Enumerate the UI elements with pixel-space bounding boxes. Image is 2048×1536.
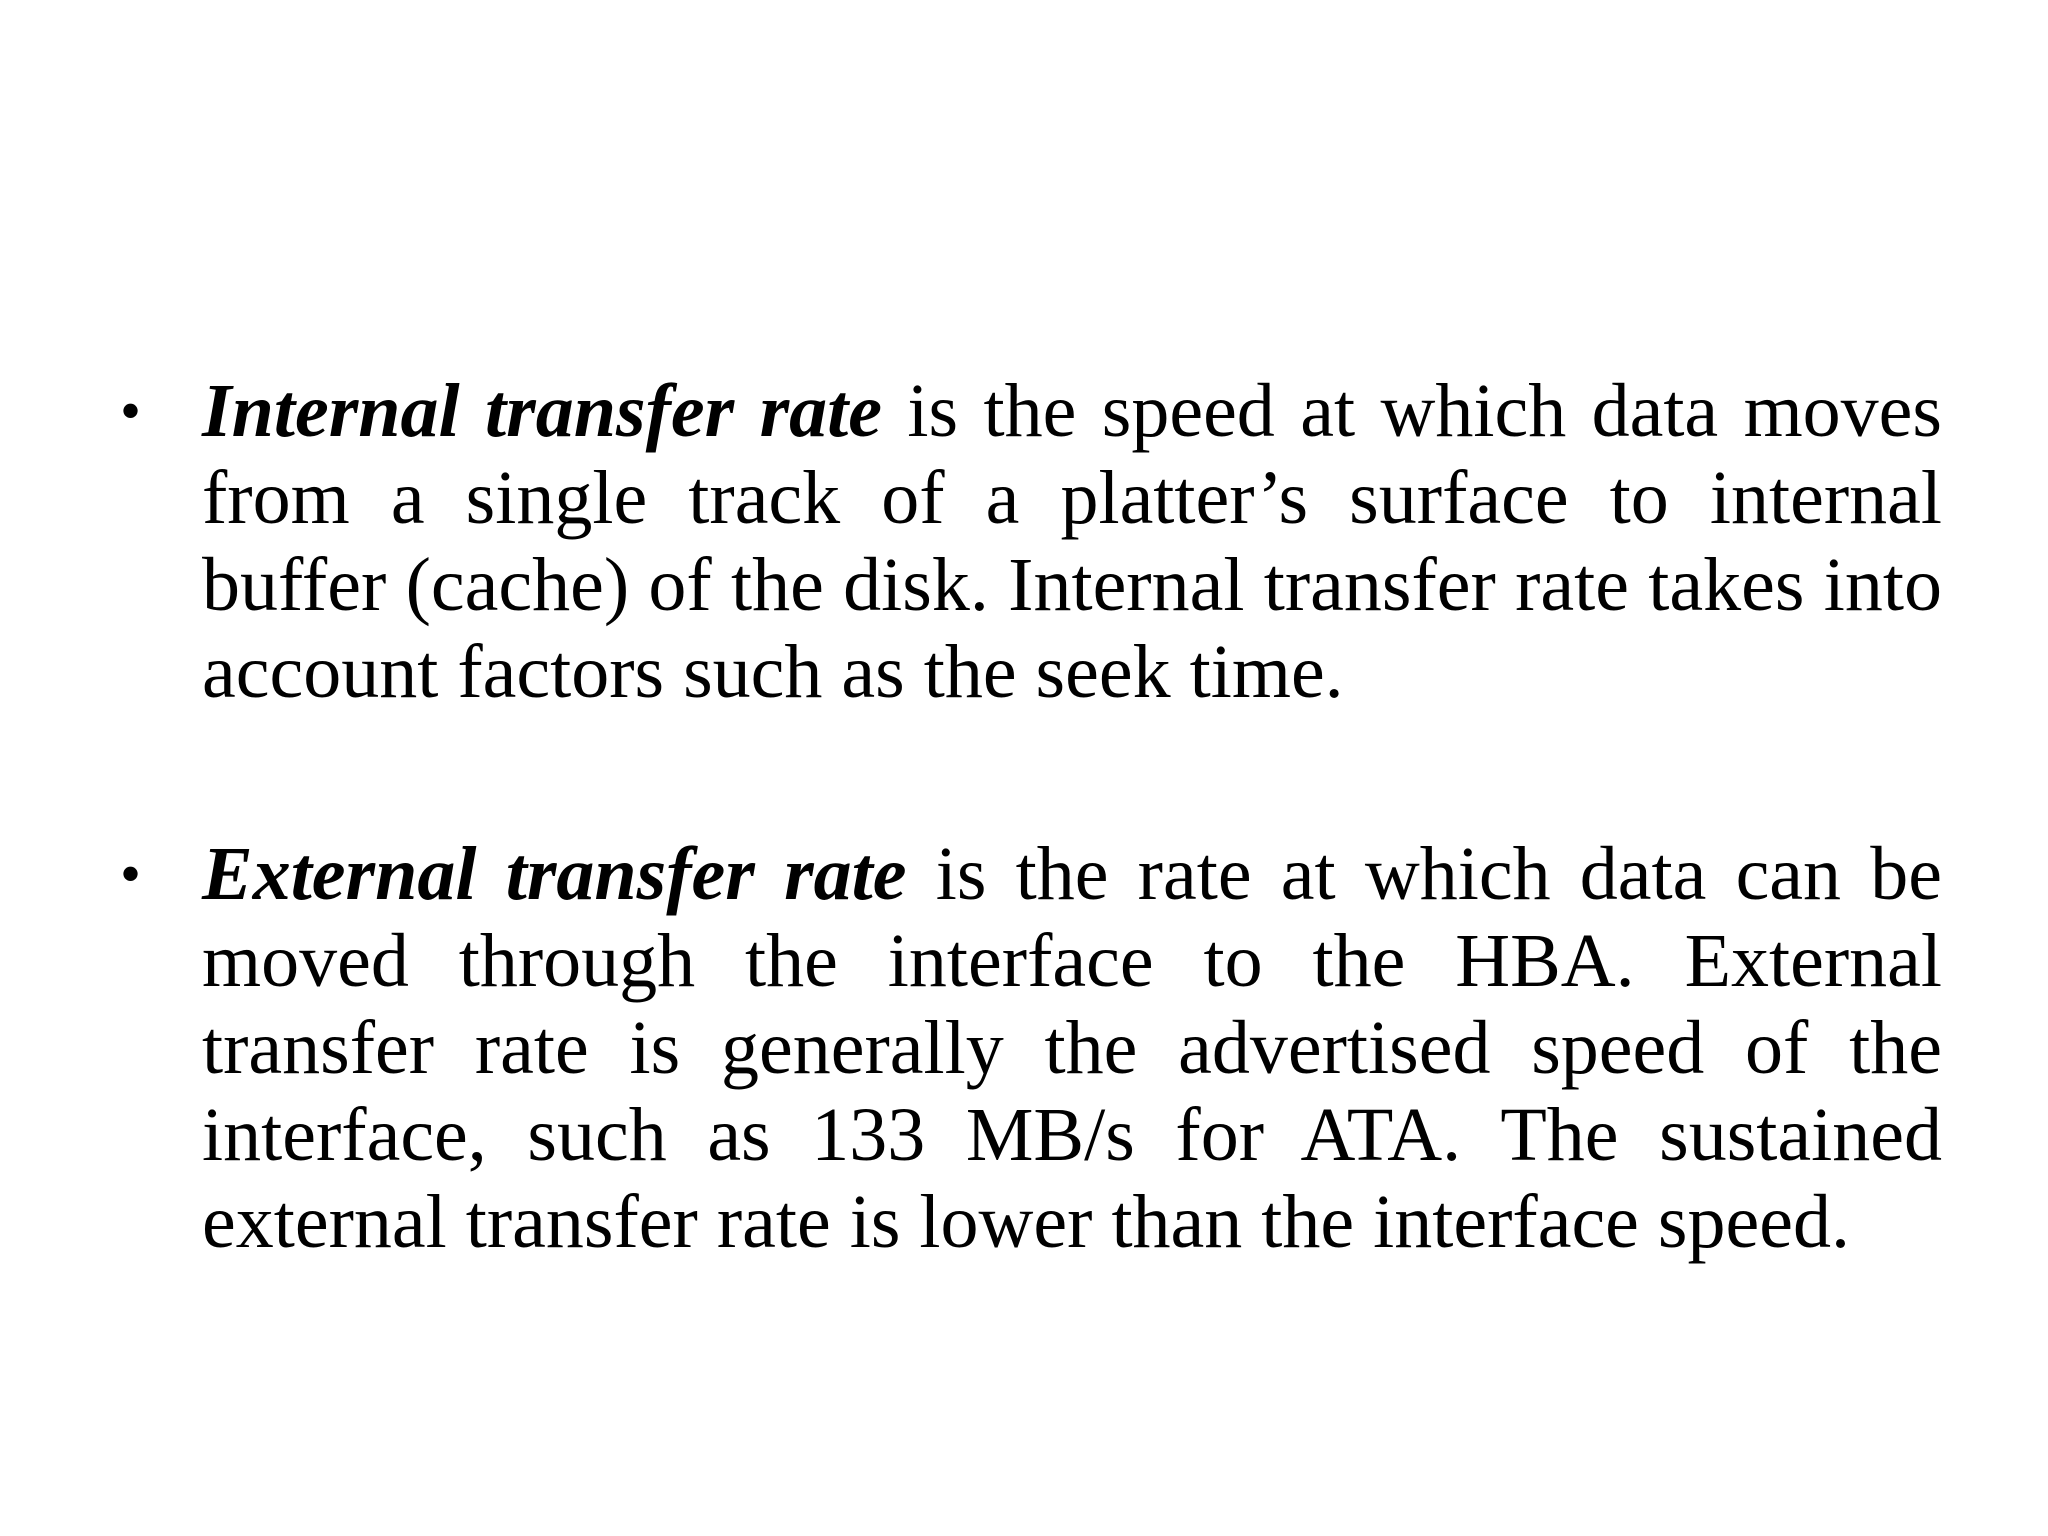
bullet-list xyxy=(120,368,1942,1266)
bullet-internal-transfer-rate xyxy=(120,368,1942,716)
bullet-external-transfer-rate xyxy=(120,831,1942,1266)
term-external-transfer-rate: External transfer rate xyxy=(202,832,907,916)
bullet-icon: • xyxy=(120,378,142,444)
definition-internal-transfer-rate: is the speed at which data moves from a single track of a platter’s surface to internal buffer (cache) of the disk. Internal transfer rate takes into account factors such as the seek time. xyxy=(202,369,1942,714)
bullet-icon: • xyxy=(120,841,142,907)
definition-external-transfer-rate: is the rate at which data can be moved through the interface to the HBA. External transfer rate is generally the advertised speed of the interface, such as 133 MB/s for ATA. The sustained external transfer rate is lower than the interface speed. xyxy=(202,832,1942,1264)
term-internal-transfer-rate: Internal transfer rate xyxy=(202,369,883,453)
